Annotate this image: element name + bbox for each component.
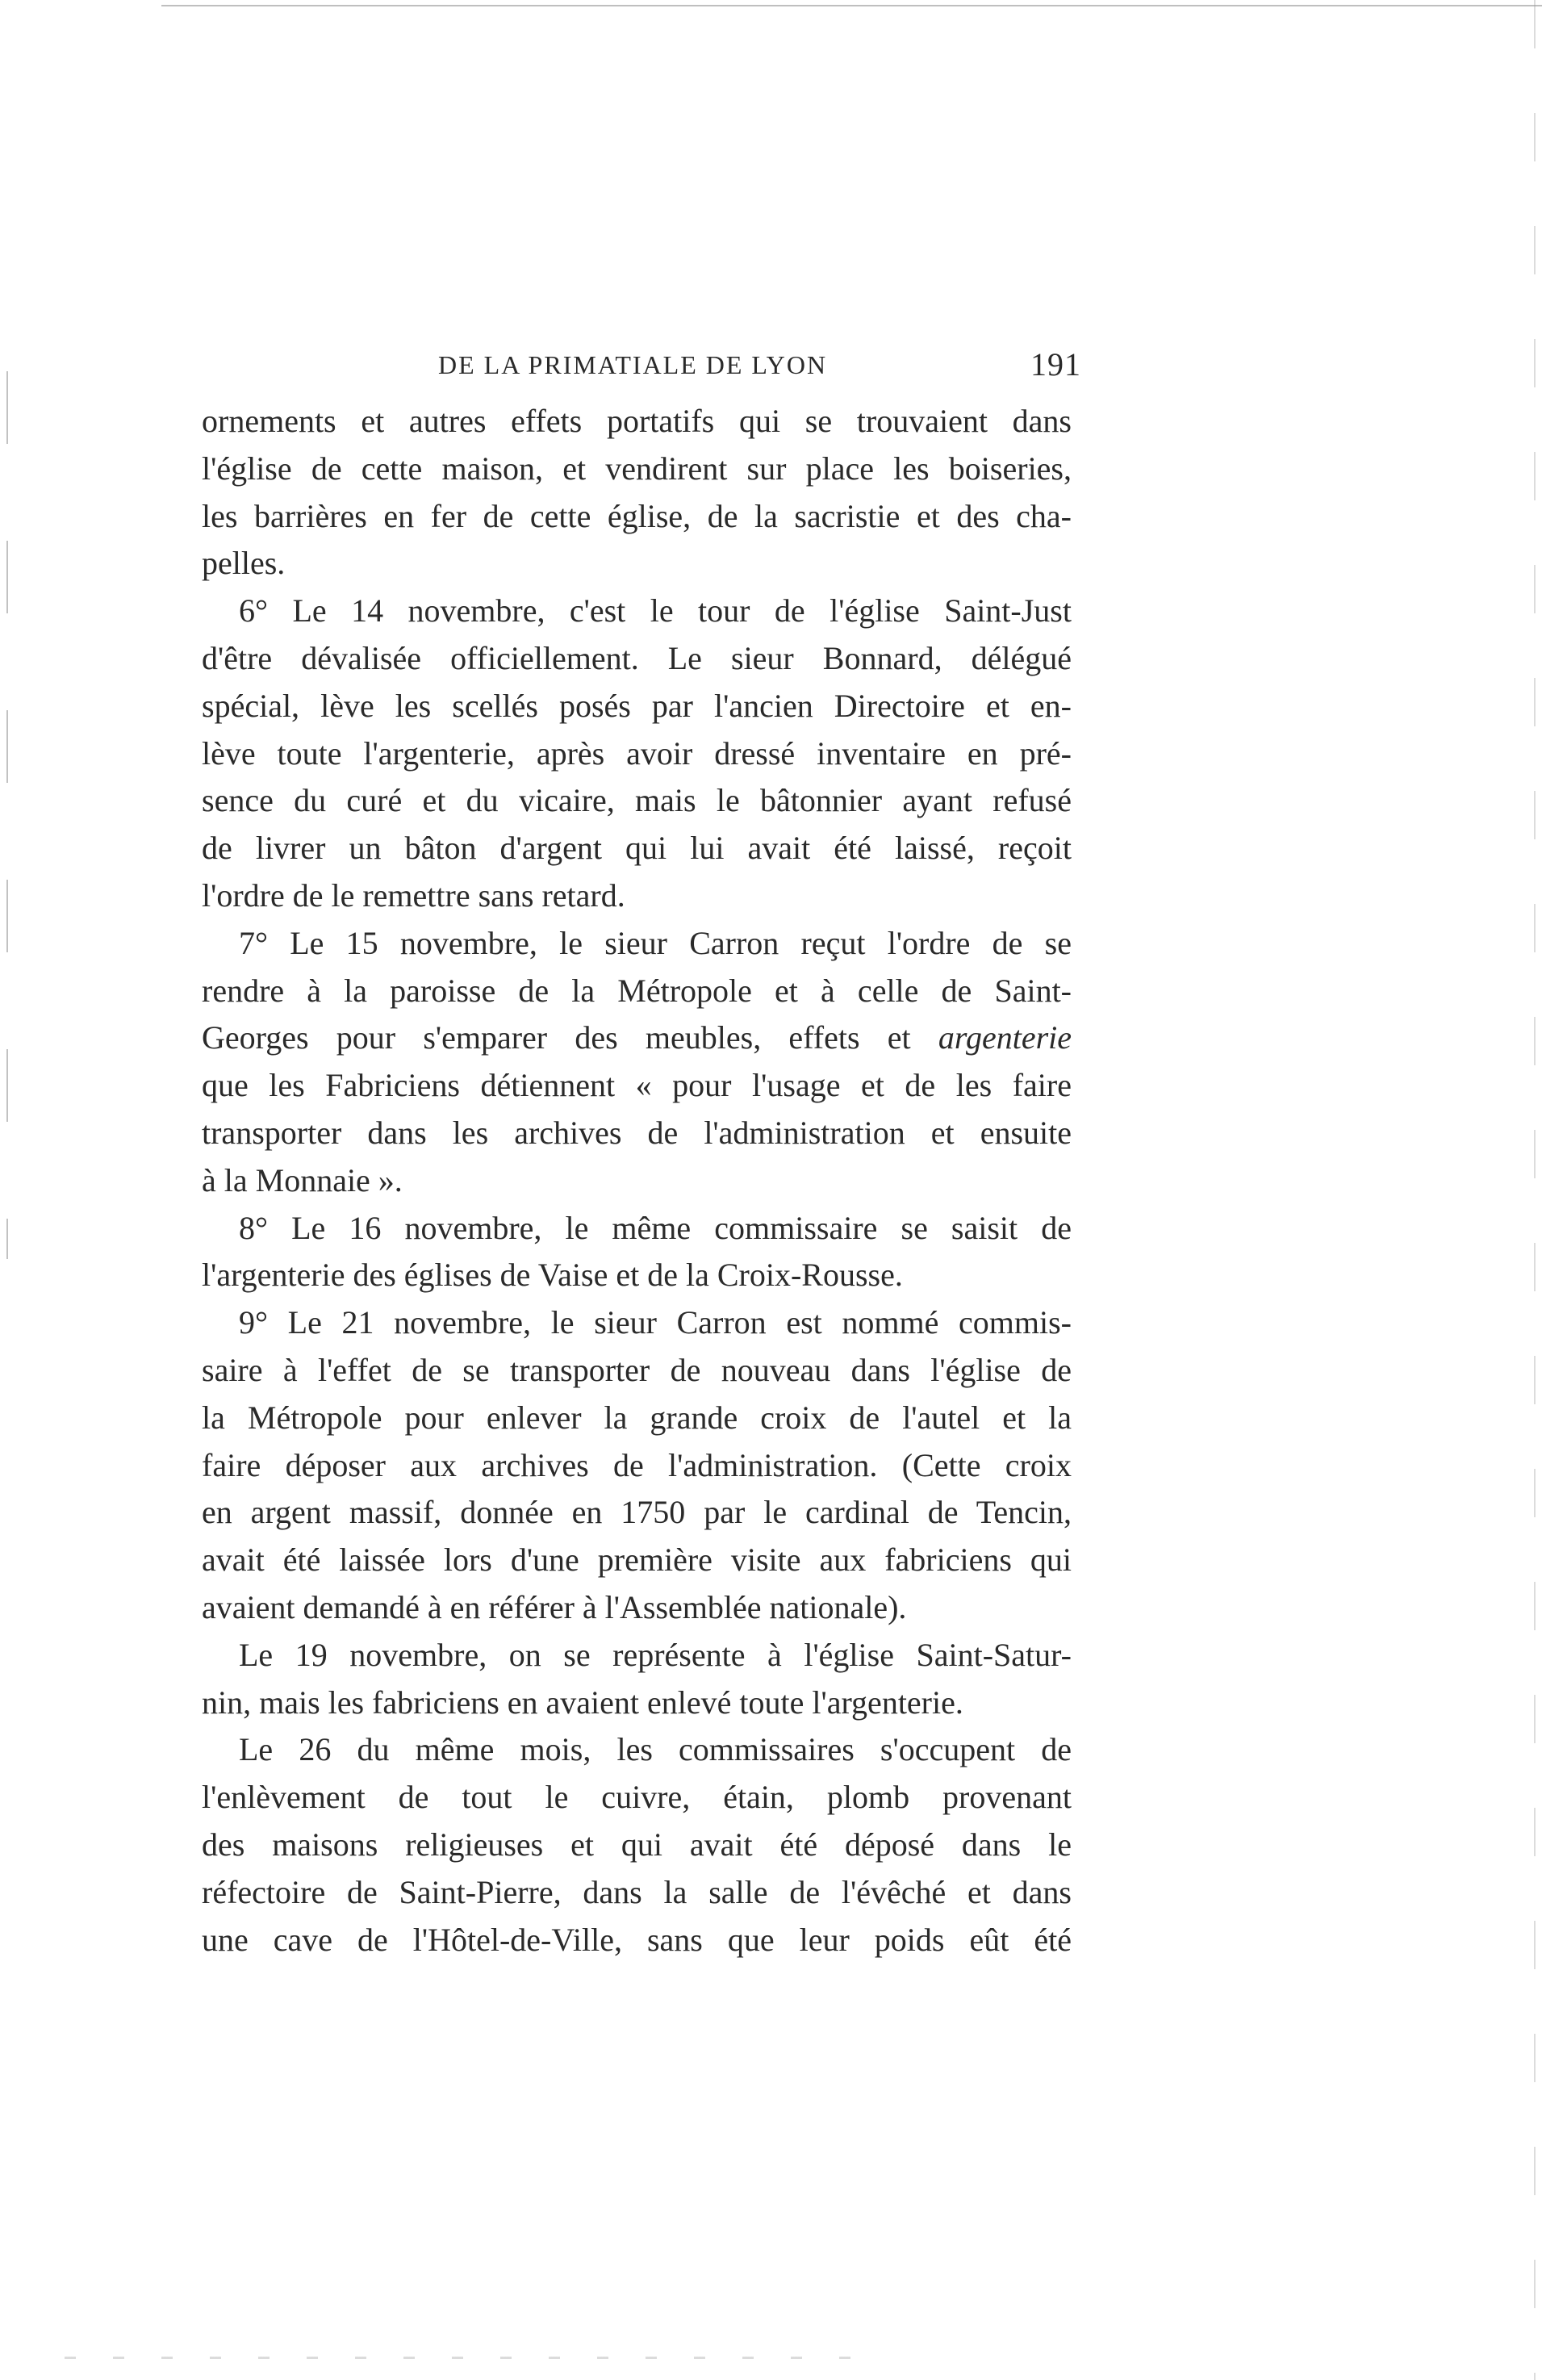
- text-line: faire déposer aux archives de l'administration. (Cette croix: [202, 1446, 1072, 1483]
- running-head: DE LA PRIMATIALE DE LYON: [438, 350, 828, 379]
- italic-word: argenterie: [938, 1019, 1072, 1056]
- text-line-start: Georges pour s'emparer des meubles, effets et: [202, 1019, 911, 1056]
- text-line: réfectoire de Saint-Pierre, dans la salle de l'évêché et dans: [202, 1873, 1072, 1910]
- text-line: l'argenterie des églises de Vaise et de la Croix-Rousse.: [202, 1257, 903, 1294]
- text-line: que les Fabriciens détiennent « pour l'usage et de les faire: [202, 1067, 1072, 1104]
- text-line: Le 26 du même mois, les commissaires s'occupent de: [239, 1731, 1072, 1768]
- text-line: 8° Le 16 novembre, le même commissaire se saisit de: [239, 1209, 1072, 1246]
- text-line: avaient demandé à en référer à l'Assemblée nationale).: [202, 1588, 907, 1625]
- text-line: lève toute l'argenterie, après avoir dressé inventaire en pré-: [202, 734, 1072, 772]
- text-line: les barrières en fer de cette église, de la sacristie et des cha-: [202, 497, 1072, 534]
- text-line: 9° Le 21 novembre, le sieur Carron est nommé commis-: [239, 1304, 1072, 1341]
- text-line: d'être dévalisée officiellement. Le sieur Bonnard, délégué: [202, 639, 1072, 676]
- text-line: pelles.: [202, 545, 286, 582]
- body-text: [202, 398, 1072, 1964]
- text-line: saire à l'effet de se transporter de nouveau dans l'église de: [202, 1351, 1072, 1388]
- scan-edge-right: [1534, 0, 1536, 2380]
- text-line: Le 19 novembre, on se représente à l'église Saint-Satur-: [239, 1636, 1072, 1673]
- text-line: 7° Le 15 novembre, le sieur Carron reçut l'ordre de se: [239, 924, 1072, 961]
- text-line: en argent massif, donnée en 1750 par le cardinal de Tencin,: [202, 1494, 1072, 1531]
- text-line: des maisons religieuses et qui avait été déposé dans le: [202, 1826, 1072, 1863]
- text-line: à la Monnaie ».: [202, 1161, 403, 1198]
- page-number: 191: [1030, 346, 1081, 383]
- text-line: une cave de l'Hôtel-de-Ville, sans que leur poids eût été: [202, 1921, 1072, 1958]
- text-line: transporter dans les archives de l'administration et ensuite: [202, 1114, 1072, 1151]
- text-line: rendre à la paroisse de la Métropole et à celle de Saint-: [202, 972, 1072, 1009]
- text-line: spécial, lève les scellés posés par l'ancien Directoire et en-: [202, 687, 1072, 724]
- page-header: [202, 347, 1081, 387]
- text-line: sence du curé et du vicaire, mais le bâtonnier ayant refusé: [202, 782, 1072, 819]
- text-line: l'église de cette maison, et vendirent sur place les boiseries,: [202, 450, 1072, 487]
- text-line: 6° Le 14 novembre, c'est le tour de l'église Saint-Just: [239, 592, 1072, 630]
- text-line-with-italic: [202, 1014, 1072, 1062]
- text-line: avait été laissée lors d'une première visite aux fabriciens qui: [202, 1541, 1072, 1579]
- text-line: nin, mais les fabriciens en avaient enlevé toute l'argenterie.: [202, 1684, 963, 1721]
- text-line: l'ordre de le remettre sans retard.: [202, 876, 625, 914]
- text-line: de livrer un bâton d'argent qui lui avait été laissé, reçoit: [202, 830, 1072, 867]
- scan-edge-left: [6, 371, 8, 1259]
- text-line: l'enlèvement de tout le cuivre, étain, plomb provenant: [202, 1779, 1072, 1816]
- text-line: la Métropole pour enlever la grande croix de l'autel et la: [202, 1399, 1072, 1436]
- scan-edge-top: [161, 5, 1542, 6]
- text-line: ornements et autres effets portatifs qui se trouvaient dans: [202, 403, 1072, 439]
- scan-edge-bottom: [65, 2357, 871, 2359]
